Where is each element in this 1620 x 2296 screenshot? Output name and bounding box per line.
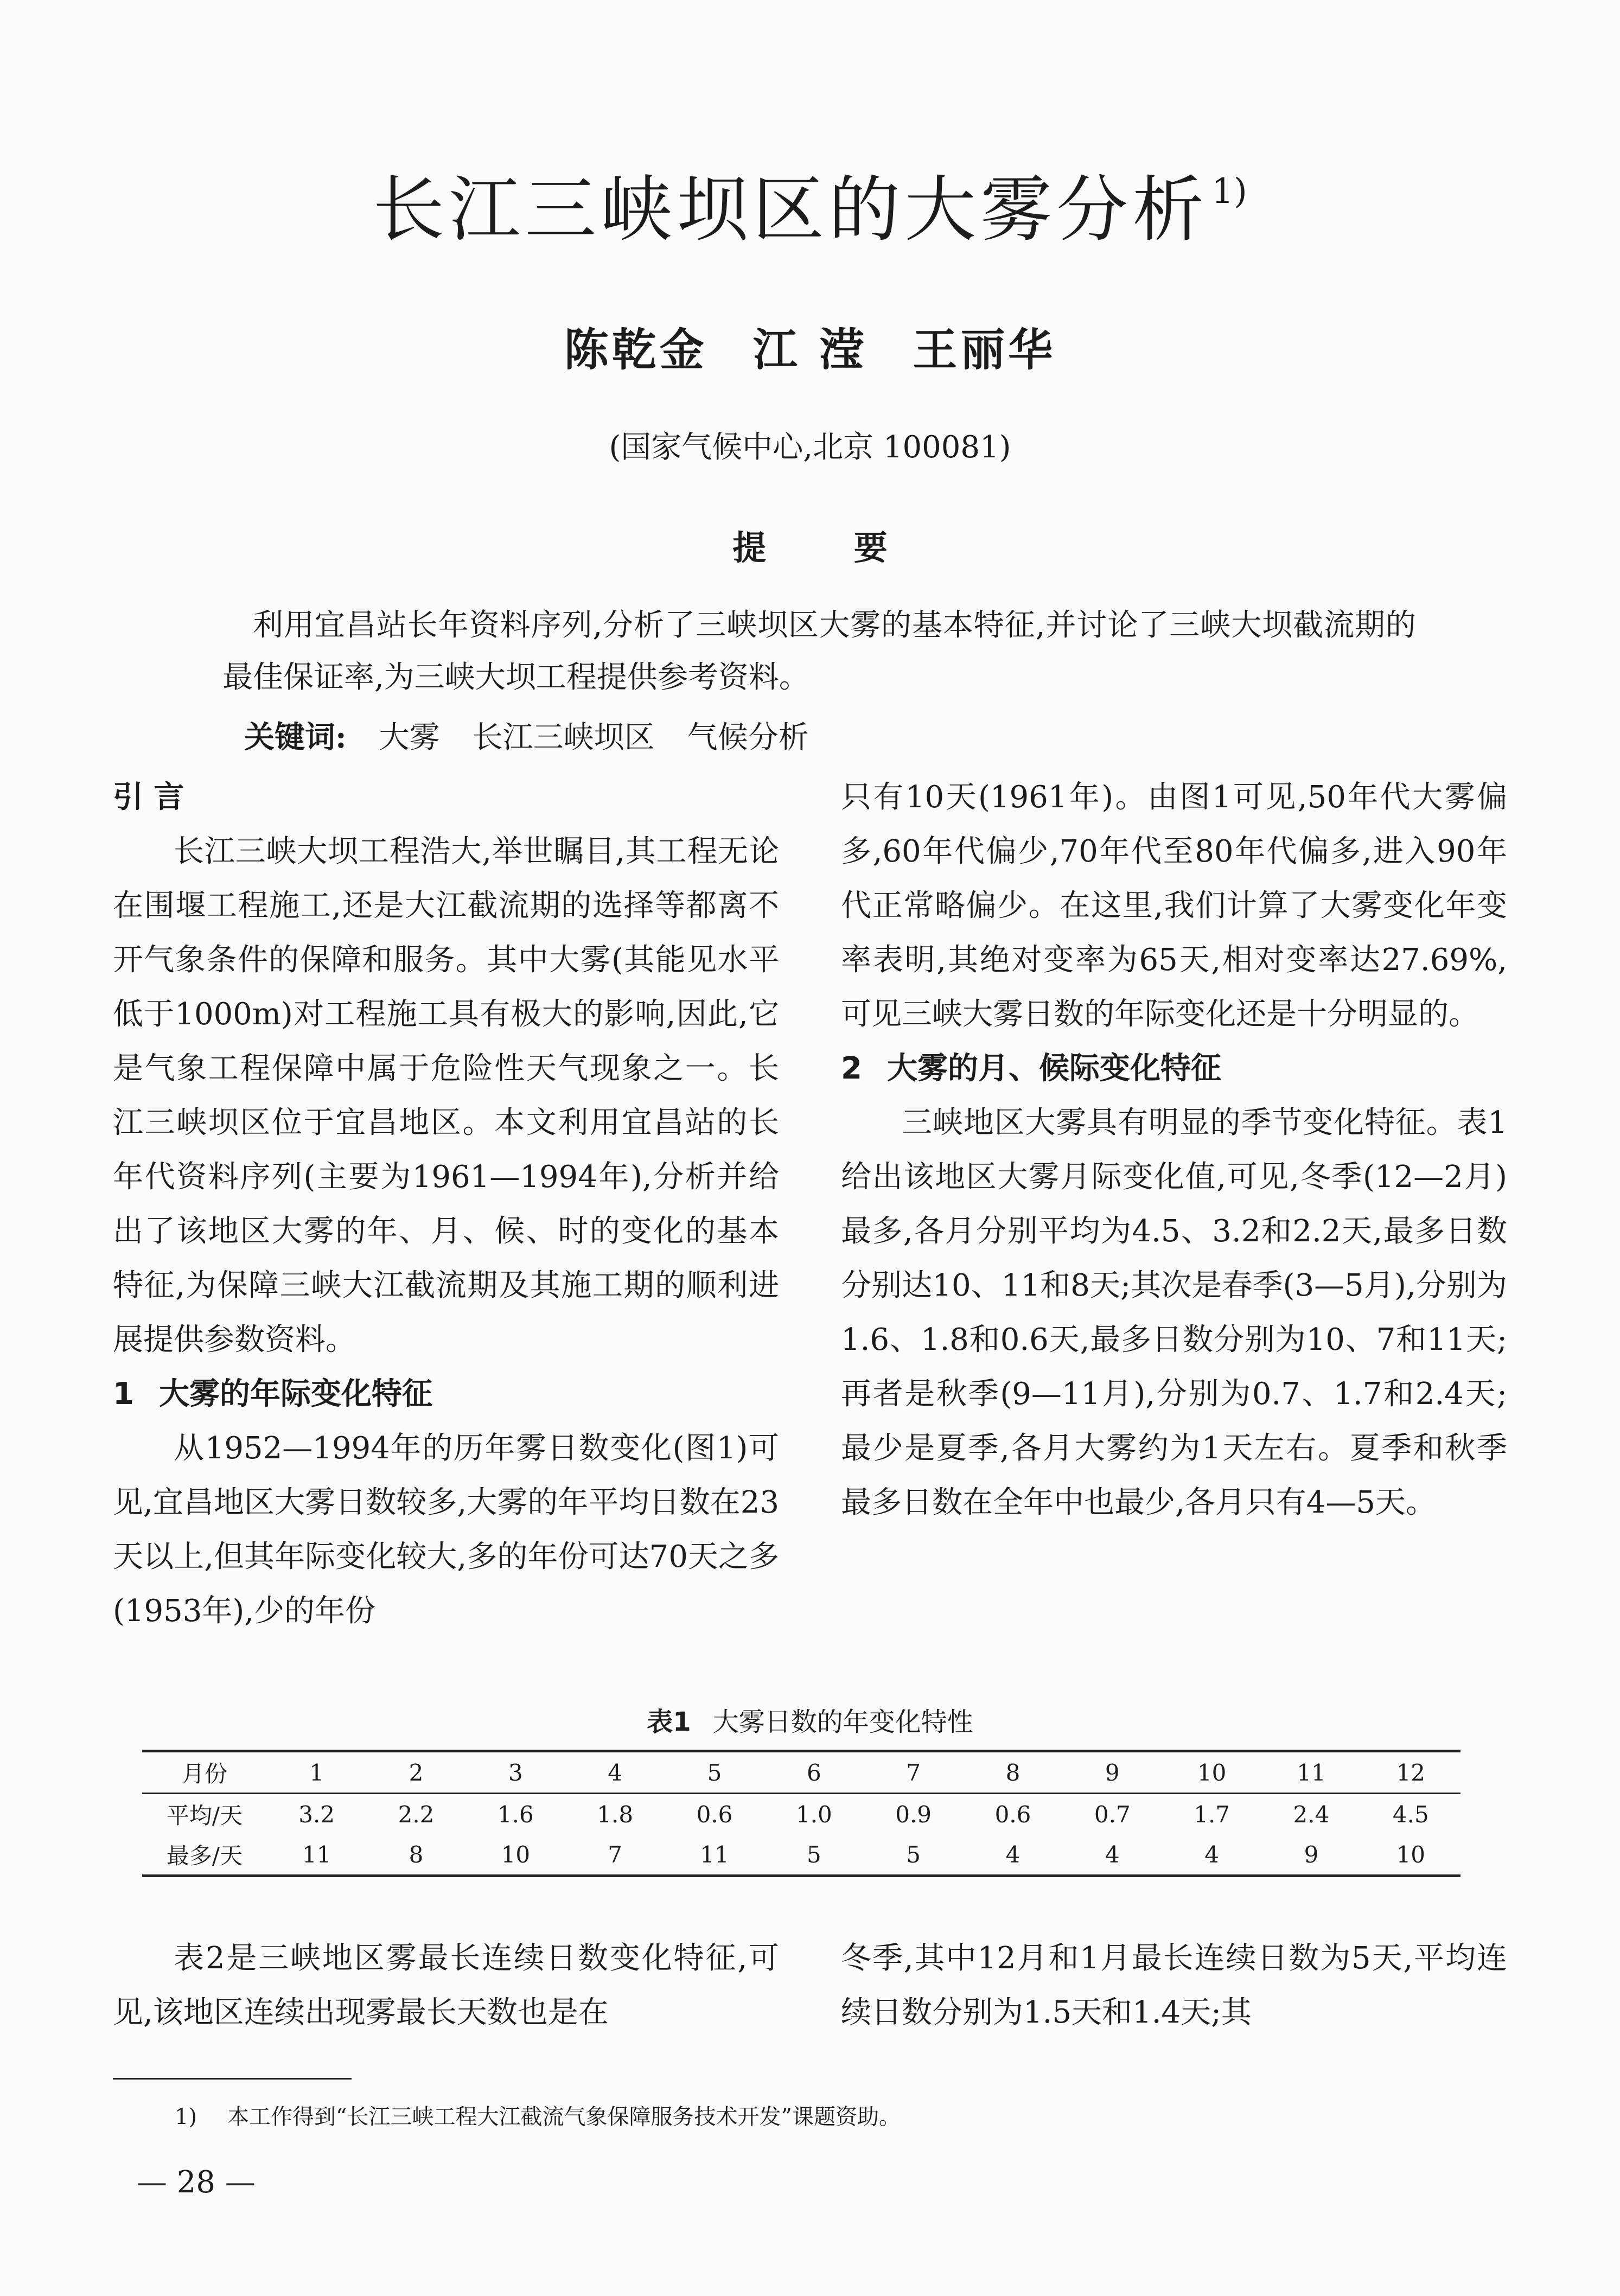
intro-paragraph: 长江三峡大坝工程浩大,举世瞩目,其工程无论在围堰工程施工,还是大江截流期的选择等都离不开气象条件的保障和服务。其中大雾(其能见水平低于1000m)对工程施工具有极大的影响,因此,它是气象工程保障中属于危险性天气现象之一。长江三峡坝区位于宜昌地区。本文利用宜昌站的长年代资料序列(主要为1961—1994年),分析并给出了该地区大雾的年、月、候、时的变化的基本特征,为保障三峡大江截流期及其施工期的顺利进展提供参数资料。: [113, 834, 779, 1357]
table-cell: 5: [806, 1841, 821, 1868]
header-cell: 10: [1197, 1759, 1227, 1786]
header-cell: 2: [409, 1759, 424, 1786]
keywords-line: [244, 713, 809, 757]
section-2-heading: [841, 1042, 1507, 1096]
author-name: 王丽华: [913, 324, 1056, 376]
section-2-paragraph: 三峡地区大雾具有明显的季节变化特征。表1给出该地区大雾月际变化值,可见,冬季(12—2月)最多,各月分别平均为4.5、3.2和2.2天,最多日数分别达10、11和8天;其次是春季(3—5月),分别为1.6、1.8和0.6天,最多日数分别为10、7和11天;再者是秋季(9—11月),分别为0.7、1.7和2.4天;最少是夏季,各月大雾约为1天左右。夏季和秋季最多日数在全年中也最少,各月只有4—5天。: [841, 1105, 1507, 1520]
paragraph: 表2是三峡地区雾最长连续日数变化特征,可见,该地区连续出现雾最长天数也是在: [113, 1941, 779, 2030]
table-cell: 4: [1105, 1841, 1120, 1868]
title-text: 长江三峡坝区的大雾分析: [373, 168, 1209, 252]
continued-paragraph: 只有10天(1961年)。由图1可见,50年代大雾偏多,60年代偏少,70年代至80年代偏多,进入90年代正常略偏少。在这里,我们计算了大雾变化年变率表明,其绝对变率为65天,相对变率达27.69%,可见三峡大雾日数的年际变化还是十分明显的。: [841, 780, 1507, 1032]
table-cell: 0.6: [994, 1801, 1031, 1828]
header-cell: 3: [508, 1759, 523, 1786]
footnote: [175, 2100, 901, 2131]
table-cell: 0.9: [895, 1801, 932, 1828]
section-1-heading: [113, 1367, 779, 1421]
keyword: 气候分析: [687, 720, 809, 755]
table-cell: 2.4: [1293, 1801, 1330, 1828]
header-cell: 4: [608, 1759, 623, 1786]
header-cell: 7: [906, 1759, 921, 1786]
keyword: 大雾: [379, 720, 440, 755]
table-cell: 1.8: [597, 1801, 634, 1828]
paper-title: [0, 152, 1620, 255]
footnote-rule: [113, 2078, 352, 2080]
header-cell: 11: [1297, 1759, 1326, 1786]
author-name: 江 滢: [752, 324, 868, 376]
section-number: 1: [113, 1376, 134, 1412]
section-1-paragraph: 从1952—1994年的历年雾日数变化(图1)可见,宜昌地区大雾日数较多,大雾的年平均日数在23天以上,但其年际变化较大,多的年份可达70天之多(1953年),少的年份: [113, 1431, 779, 1629]
table-cell: 11: [302, 1841, 331, 1868]
table-cell: 2.2: [398, 1801, 435, 1828]
table-label: 表1: [647, 1707, 691, 1737]
section-number: 2: [841, 1051, 862, 1086]
page-number: — 28 —: [137, 2165, 256, 2200]
table-cell: 4: [1005, 1841, 1021, 1868]
table-cell: 10: [1396, 1841, 1426, 1868]
table-cell: 0.7: [1094, 1801, 1131, 1828]
abstract-text: 利用宜昌站长年资料序列,分析了三峡坝区大雾的基本特征,并讨论了三峡大坝截流期的最佳保证率,为三峡大坝工程提供参考资料。: [222, 608, 1416, 695]
header-cell: 1: [309, 1759, 324, 1786]
header-cell: 8: [1005, 1759, 1021, 1786]
table-cell: 5: [906, 1841, 921, 1868]
table-row: [142, 1794, 1460, 1835]
table-cell: 8: [409, 1841, 424, 1868]
paragraph: 冬季,其中12月和1月最长连续日数为5天,平均连续日数分别为1.5天和1.4天;其: [841, 1941, 1507, 2030]
right-column: [841, 770, 1507, 1530]
header-cell: 12: [1396, 1759, 1426, 1786]
bottom-left-text: [113, 1931, 779, 2040]
table-cell: 1.0: [795, 1801, 832, 1828]
author-list: [0, 315, 1620, 378]
keywords-label: 关键词:: [244, 719, 347, 755]
author-name: 陈乾金: [564, 324, 707, 376]
table-cell: 1.6: [497, 1801, 534, 1828]
table-cell: 1.7: [1194, 1801, 1230, 1828]
table-cell: 11: [700, 1841, 729, 1868]
table-cell: 3.2: [298, 1801, 335, 1828]
table-cell: 7: [608, 1841, 623, 1868]
footnote-mark: 1): [175, 2104, 197, 2129]
table-cell: 9: [1304, 1841, 1319, 1868]
keyword: 长江三峡坝区: [472, 720, 655, 755]
table-cell: 0.6: [696, 1801, 733, 1828]
left-column: [113, 770, 779, 1638]
header-cell: 5: [707, 1759, 722, 1786]
table-cell: 4: [1204, 1841, 1219, 1868]
row-label: 最多/天: [166, 1842, 243, 1869]
table-header-row: [142, 1751, 1460, 1794]
section-title: 大雾的年际变化特征: [158, 1376, 432, 1412]
table-row: [142, 1834, 1460, 1876]
table-cell: 10: [501, 1841, 531, 1868]
bottom-right-text: [841, 1931, 1507, 2040]
table-caption-text: 大雾日数的年变化特性: [712, 1707, 973, 1737]
intro-heading: 引 言: [113, 780, 184, 815]
affiliation: (国家气候中心,北京 100081): [609, 430, 1011, 465]
section-title: 大雾的月、候际变化特征: [886, 1051, 1221, 1086]
title-footnote-mark: 1): [1211, 171, 1247, 212]
table-cell: 4.5: [1392, 1801, 1429, 1828]
header-cell: 6: [806, 1759, 821, 1786]
table-1-caption: [0, 1701, 1620, 1738]
header-cell: 月份: [181, 1761, 227, 1787]
abstract-heading: 提 要: [732, 528, 926, 567]
footnote-text: 本工作得到“长江三峡工程大江截流气象保障服务技术开发”课题资助。: [227, 2104, 901, 2129]
table-1: [142, 1750, 1460, 1877]
row-label: 平均/天: [166, 1802, 243, 1829]
header-cell: 9: [1105, 1759, 1120, 1786]
